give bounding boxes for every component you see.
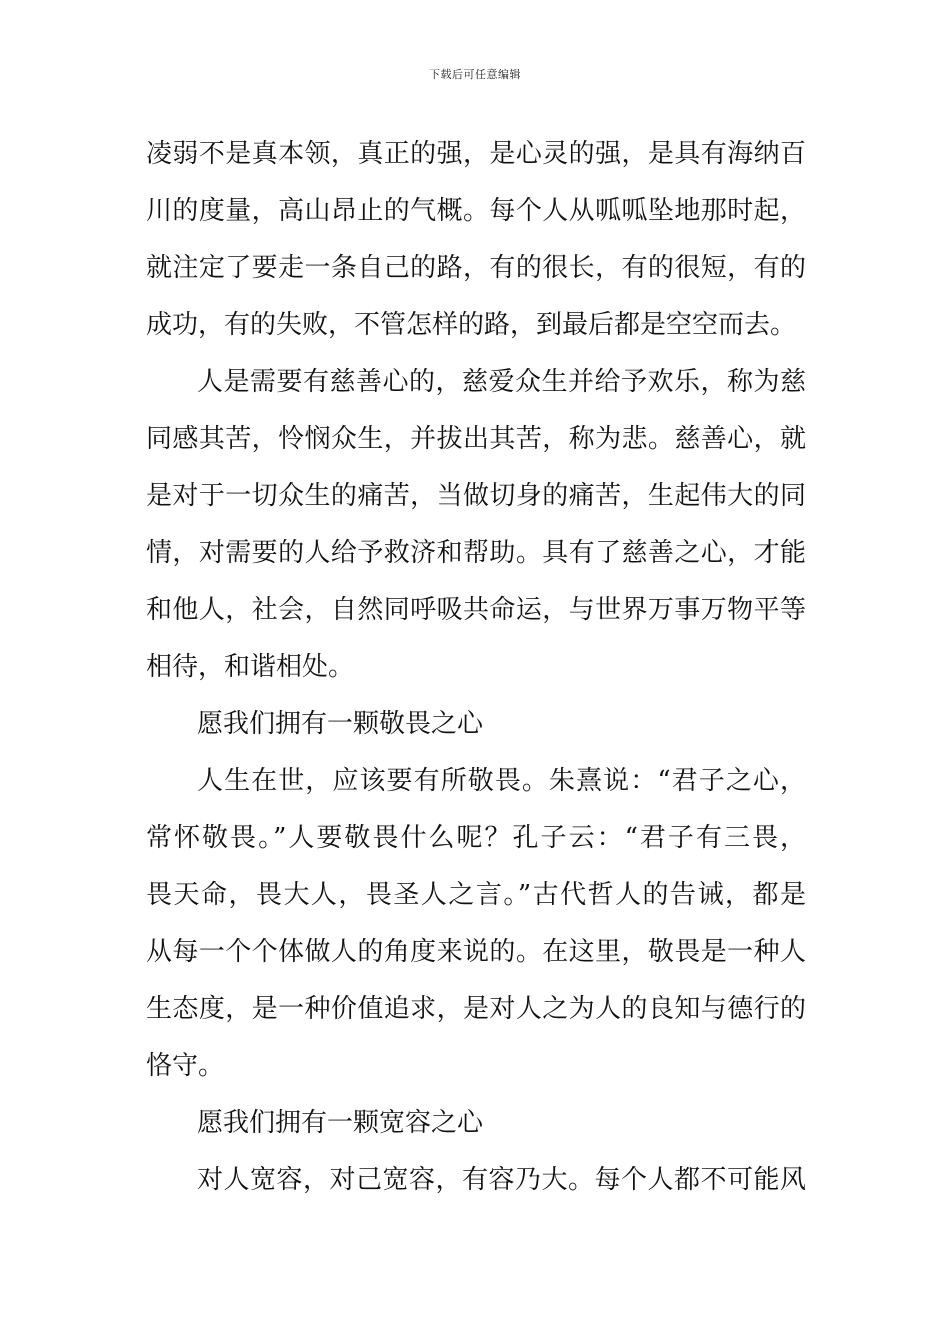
text-line: 从每一个个体做人的角度来说的。在这里，敬畏是一种人 [146,937,806,967]
text-line: 相待，和谐相处。 [146,652,355,682]
text-line: 成功，有的失败，不管怎样的路，到最后都是空空而去。 [146,310,797,340]
text-line: 是对于一切众生的痛苦，当做切身的痛苦，生起伟大的同 [146,481,806,511]
text-line: 川的度量，高山昂止的气概。每个人从呱呱坠地那时起， [146,196,806,226]
section-heading: 愿我们拥有一颗敬畏之心 [197,709,484,739]
text-line: 畏天命，畏大人，畏圣人之言。”古代哲人的告诫，都是 [146,880,806,910]
section-heading: 愿我们拥有一颗宽容之心 [197,1108,484,1138]
text-line: 和他人，社会，自然同呼吸共命运，与世界万事万物平等 [146,595,806,625]
text-line: 生态度，是一种价值追求，是对人之为人的良知与德行的 [146,994,806,1024]
paragraph-first-line: 对人宽容，对己宽容，有容乃大。每个人都不可能风 [197,1165,806,1195]
text-line: 凌弱不是真本领，真正的强，是心灵的强，是具有海纳百 [146,139,806,169]
text-line: 就注定了要走一条自己的路，有的很长，有的很短，有的 [146,253,806,283]
page-header: 下载后可任意编辑 [429,68,521,81]
text-line: 情，对需要的人给予救济和帮助。具有了慈善之心，才能 [146,538,806,568]
text-line: 常怀敬畏。”人要敬畏什么呢？孔子云：“君子有三畏， [146,823,806,853]
text-line: 恪守。 [146,1051,225,1081]
text-line: 同感其苦，怜悯众生，并拔出其苦，称为悲。慈善心，就 [146,424,806,454]
paragraph-first-line: 人生在世，应该要有所敬畏。朱熹说：“君子之心， [197,766,806,796]
paragraph-first-line: 人是需要有慈善心的，慈爱众生并给予欢乐，称为慈 [197,367,806,397]
